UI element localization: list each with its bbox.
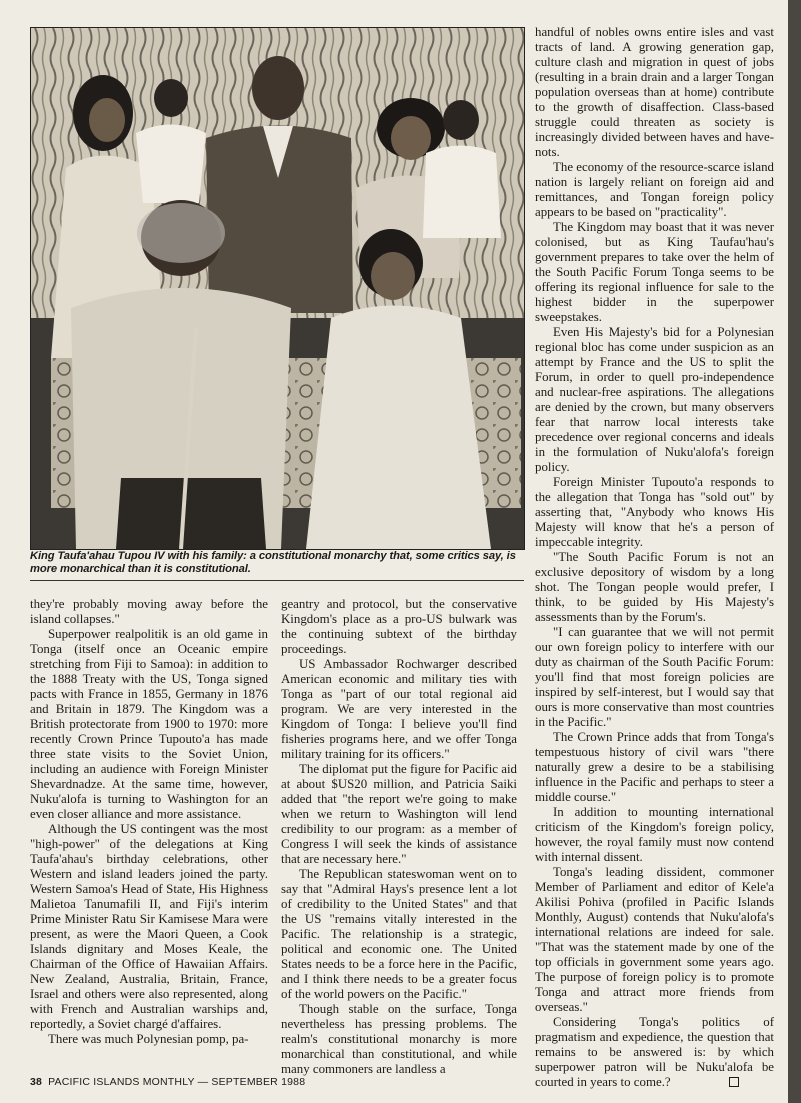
page-number: 38 — [30, 1076, 43, 1088]
paragraph: The diplomat put the figure for Pacific aid at about $US20 million, and Patricia Saiki added that "the report we're going to make when we return to Washington will lend credibility to our program: as a member of Congress I will seek the kinds of assistance that are necessary here." — [281, 762, 517, 866]
paragraph: The Republican stateswoman went on to say that "Admiral Hays's presence lent a lot of credibility to the United States" and that the US "remains vitally interested in the Pacific. The relationship is a strategic, political and economic one. The United States needs to be a force here in the Pacific, and I think there needs to be a greater focus of the world powers on the Pacific." — [281, 867, 517, 1001]
paragraph: "The South Pacific Forum is not an exclusive depository of wisdom by a long shot. The Tongan people would prefer, I think, to be guided by His Majesty's assessments than by the Forum's. — [535, 550, 774, 624]
paragraph: geantry and protocol, but the conservative Kingdom's place as a pro-US bulwark was the continuing subtext of the birthday proceedings. — [281, 597, 517, 656]
running-title: PACIFIC ISLANDS MONTHLY — SEPTEMBER 1988 — [48, 1076, 306, 1088]
scan-edge — [788, 0, 801, 1103]
photo-caption: King Taufa'ahau Tupou IV with his family: a constitutional monarchy that, some critics say, is more monarchical than it is constitutional. — [30, 550, 516, 575]
paragraph: handful of nobles owns entire isles and vast tracts of land. A growing generation gap, culture clash and migration in quest of jobs (resulting in a brain drain and a larger Tongan population overseas than at home) contribute to the growth of disaffection. Class-based struggle could threaten as society is increasingly divided between haves and have-nots. — [535, 25, 774, 159]
paragraph: Even His Majesty's bid for a Polynesian regional bloc has come under suspicion as an attempt by France and the US to split the Forum, in order to quell pro-independence and nuclear-free aspirations. The allegations are denied by the crown, but many observers fear that narrow local interests take precedence over regional concerns and ideals in the formulation of Nuku'alofa's foreign policy. — [535, 325, 774, 474]
paragraph: The Kingdom may boast that it was never colonised, but as King Taufau'hau's government prepares to take over the helm of the South Pacific Forum Tonga seems to be offering its regional influence for sale to the highest bidder in the superpower sweepstakes. — [535, 220, 774, 324]
paragraph: Although the US contingent was the most "high-power" of the delegations at King Taufa'ahau's birthday celebrations, other Western and island leaders joined the party. Western Samoa's Head of State, His Highness Malietoa Tanumafili II, and Fiji's interim Prime Minister Ratu Sir Kamisese Mara were present, as were the Maori Queen, a Cook Islands dignitary and Moses Keale, the Chairman of the Office of Hawaiian Affairs. New Zealand, Australia, Britain, France, Israel and others were also represented, along with French and Australian warships and, reportedly, a Soviet chargé d'affaires. — [30, 822, 268, 1031]
family-photograph — [30, 27, 525, 550]
paragraph: Superpower realpolitik is an old game in Tonga (itself once an Oceanic empire stretching from Fiji to Samoa): in addition to the 1888 Treaty with the US, Tonga signed pacts with France in 1855, Germany in 1876 and Britain in 1879. The Kingdom was a British protectorate from 1900 to 1970: more recently Crown Prince Tupouto'a has made three state visits to the Soviet Union, including an audience with Foreign Minister Shevardnadze. At the same time, however, Nuku'alofa is turning to Washington for an even closer alliance and more assistance. — [30, 627, 268, 821]
page-footer — [30, 1076, 305, 1088]
article-column-2 — [281, 597, 517, 1077]
paragraph: Tonga's leading dissident, commoner Member of Parliament and editor of Kele'a Akilisi Pohiva (profiled in Pacific Islands Monthly, August) contends that Nuku'alofa's international relations are indeed for sale. "That was the statement made by one of the top officials in government some years ago. The purpose of foreign policy is to promote Tonga and attract more friends from overseas." — [535, 865, 774, 1014]
article-column-1 — [30, 597, 268, 1047]
family-photo-icon — [31, 28, 524, 549]
paragraph: The economy of the resource-scarce island nation is largely reliant on foreign aid and remittances, and Tongan foreign policy appears to be based on "practicality". — [535, 160, 774, 219]
paragraph: The Crown Prince adds that from Tonga's tempestuous history of civil wars "there naturally grew a desire to be a stabilising influence in the Pacific and perhaps to steer a middle course." — [535, 730, 774, 804]
end-of-article-mark — [729, 1077, 739, 1087]
paragraph: Though stable on the surface, Tonga nevertheless has pressing problems. The realm's constitutional monarchy is more monarchical than constitutional, and while many commoners are landless a — [281, 1002, 517, 1076]
caption-divider — [30, 580, 524, 581]
final-paragraph-text: Considering Tonga's politics of pragmatism and expedience, the question that remains to be answered is: by which superpower patron will be Nuku'alofa be courted in years to come.? — [535, 1015, 774, 1089]
article-column-3 — [535, 25, 774, 1090]
paragraph: Foreign Minister Tupouto'a responds to the allegation that Tonga has "sold out" by asserting that, "Anybody who knows His Majesty will know that he's a person of impeccable integrity. — [535, 475, 774, 549]
paragraph-final — [535, 1015, 774, 1090]
paragraph: they're probably moving away before the island collapses." — [30, 597, 268, 626]
paragraph: In addition to mounting international criticism of the Kingdom's foreign policy, however, the royal family must now contend with internal dissent. — [535, 805, 774, 864]
paragraph: US Ambassador Rochwarger described American economic and military ties with Tonga as "part of our total regional aid program. We are very interested in the Kingdom of Tonga: I believe you'll find fisheries programs here, and we offer Tonga military training for its officers." — [281, 657, 517, 761]
paragraph: "I can guarantee that we will not permit our own foreign policy to interfere with our duty as chairman of the South Pacific Forum: you'll find that most foreign policies are inspired by self-interest, but I would say that ours is more conservative than most countries in the Pacific." — [535, 625, 774, 729]
paragraph: There was much Polynesian pomp, pa- — [48, 1032, 249, 1046]
